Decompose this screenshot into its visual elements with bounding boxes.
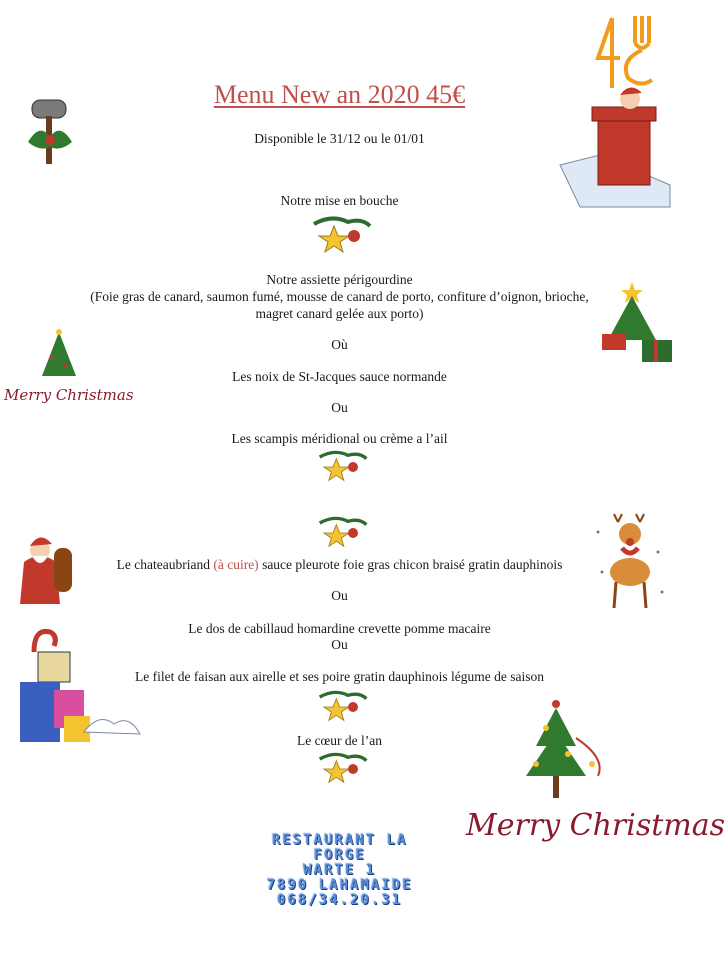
mise-en-bouche: Notre mise en bouche — [280, 193, 399, 208]
footer-line-2: FORGE — [313, 847, 366, 863]
star-ornament-icon — [318, 750, 368, 788]
page-title: Menu New an 2020 45€ — [213, 80, 466, 109]
tree-presents-clipart-icon — [598, 278, 676, 366]
footer-line-4: 7890 LAHAMAIDE — [266, 877, 413, 893]
footer-line-5: 068/34.20.31 — [276, 892, 403, 908]
or-separator-3: Ou — [331, 588, 348, 603]
starter-alt-1: Les noix de St-Jacques sauce normande — [232, 369, 447, 384]
reindeer-clipart-icon — [588, 512, 670, 612]
or-separator-2: Ou — [331, 400, 348, 415]
mailbox-clipart-icon — [20, 92, 80, 167]
merry-christmas-small-clipart — [4, 328, 134, 410]
availability: Disponible le 31/12 ou le 01/01 — [254, 131, 425, 146]
greeting-small: Merry Christmas — [4, 386, 134, 404]
greeting-large: Merry Christmas — [466, 808, 725, 843]
star-ornament-icon — [318, 448, 368, 486]
star-ornament-icon — [318, 688, 368, 726]
starter-alt-2: Les scampis méridional ou crème a l’ail — [231, 431, 448, 446]
footer-line-1: RESTAURANT LA — [271, 832, 408, 848]
main-1-cooking-note: (à cuire) — [213, 557, 259, 572]
christmas-tree-icon — [506, 698, 616, 808]
starter-details-1: (Foie gras de canard, saumon fumé, mousse de canard de porto, confiture d’oignon, brioche, — [90, 289, 589, 304]
star-ornament-icon — [318, 514, 368, 552]
main-1-text: Le chateaubriand — [116, 557, 214, 572]
santa-clipart-icon — [10, 528, 76, 608]
main-course-3: Le filet de faisan aux airelle et ses poire gratin dauphinois légume de saison — [135, 669, 544, 684]
gifts-candy-cane-clipart-icon — [14, 622, 142, 748]
or-separator-1: Où — [331, 337, 348, 352]
christmas-tree-icon — [24, 328, 94, 384]
main-course-2: Le dos de cabillaud homardine crevette pomme macaire — [188, 621, 491, 636]
dessert: Le cœur de l’an — [296, 733, 383, 748]
merry-christmas-large-clipart — [466, 698, 725, 868]
main-1-text-after: sauce pleurote foie gras chicon braisé gratin dauphinois — [258, 557, 563, 572]
starter-details-2: magret canard gelée aux porto) — [255, 306, 424, 321]
starter-name: Notre assiette périgourdine — [266, 272, 413, 287]
star-ornament-icon — [312, 214, 372, 258]
main-course-1 — [0, 556, 679, 573]
chimney-santa-clipart-icon — [560, 85, 670, 207]
or-separator-4: Ou — [331, 637, 348, 652]
footer-line-3: WARTE 1 — [302, 862, 376, 878]
